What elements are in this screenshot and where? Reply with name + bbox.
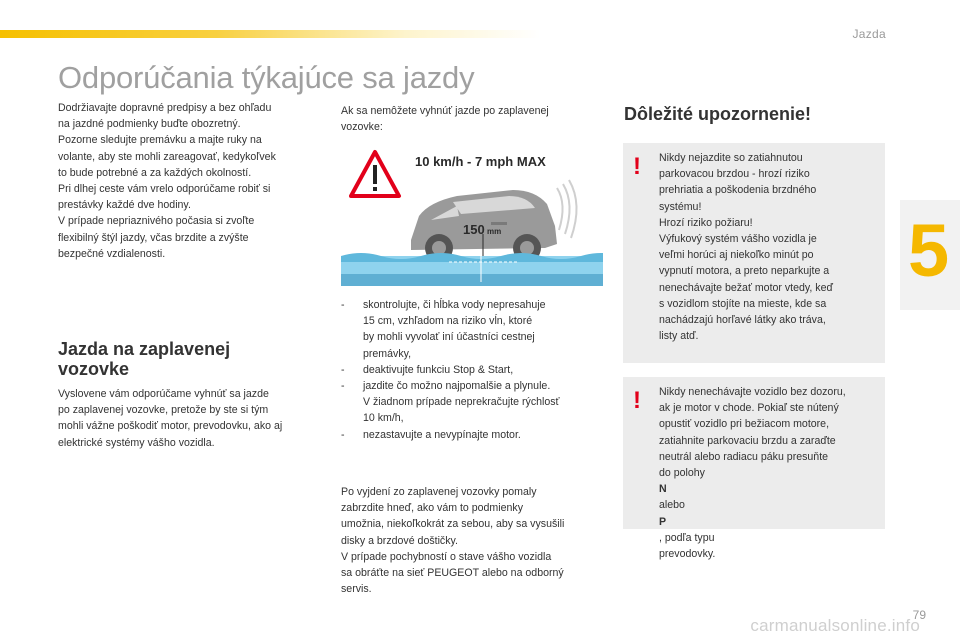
top-accent-bar: [0, 30, 540, 38]
list-item: - nezastavujte a nevypínajte motor.: [341, 428, 521, 441]
chapter-number: 5: [908, 209, 950, 292]
important-heading: Dôležité upozornenie!: [624, 104, 812, 124]
motion-lines: [557, 180, 577, 238]
warning-text: Nikdy nejazdite so zatiahnutou parkovacou brzdou - hrozí riziko prehriatia a poškodenia brzdného systému! Hrozí riziko požiaru! Výfukový systém vášho vozidla je veľmi horúci aj niekoľko minút po vypnutí motora, a preto neparkujte a nenechávajte bežať motor vtedy, keď s vozidlom stojíte na mieste, kde sa nachádzajú horľavé látky ako tráva, listy atď.: [659, 152, 833, 343]
section-label: Jazda: [852, 27, 886, 41]
watermark: carmanualsonline.info: [750, 616, 920, 635]
flood-lead: Ak sa nemôžete vyhnúť jazde po zaplavenej vozovke:: [341, 105, 549, 134]
depth-value: 150: [463, 222, 485, 237]
speed-limit-label: 10 km/h - 7 mph MAX: [415, 154, 546, 169]
list-item: - jazdite čo možno najpomalšie a plynule. V žiadnom prípade neprekračujte rýchlosť 10 km/h,: [341, 380, 560, 425]
flood-bullet-list: [341, 297, 611, 443]
list-item: - skontrolujte, či hĺbka vody nepresahuje 15 cm, vzhľadom na riziko vĺn, ktoré by mohli vyvolať iní účastníci cestnej premávky,: [341, 299, 546, 360]
page-title: Odporúčania týkajúce sa jazdy: [58, 60, 475, 95]
warning-triangle-icon: [351, 152, 399, 196]
flood-illustration: [341, 144, 603, 286]
depth-unit: mm: [487, 227, 502, 236]
warning-box-unattended: [623, 377, 885, 561]
warning-text: Nikdy nenechávajte vozidlo bez dozoru, ak je motor v chode. Pokiaľ ste nútený opustiť vozidlo pri bežiacom motore, zatiahnite parkovaciu brzdu a zaraďte neutrál alebo radiacu páku presuňte do polohy N alebo P , podľa typu prevodovky.: [659, 386, 846, 561]
after-flood-paragraph: Po vyjdení zo zaplavenej vozovky pomaly zabrzdite hneď, ako vám to podmienky umožnia, niekoľkokrát za sebou, aby sa vysušili disky a brzdové doštičky. V prípade pochybností o stave vášho vozidla sa obráťte na sieť PEUGEOT alebo na odborný servis.: [341, 486, 565, 596]
warning-box-parking-brake: [623, 143, 885, 363]
page-number: 79: [912, 608, 926, 622]
flood-heading: Jazda na zaplavenej vozovke: [58, 339, 231, 379]
list-item: - deaktivujte funkciu Stop & Start,: [341, 363, 514, 376]
exclamation-icon: !: [633, 153, 641, 180]
flood-paragraph: Vyslovene vám odporúčame vyhnúť sa jazde po zaplavenej vozovke, pretože by ste si tým mohli vážne poškodiť motor, prevodovku, ako aj elektrické systémy vášho vozidla.: [58, 388, 283, 449]
flood-car-svg: [341, 144, 603, 286]
exclamation-icon: !: [633, 387, 641, 414]
intro-paragraph: Dodržiavajte dopravné predpisy a bez ohľadu na jazdné podmienky buďte obozretný. Pozorne sledujte premávku a majte ruky na volante, aby ste mohli zareagovať, kedykoľvek to bude potrebné a za každých okolností. Pri dlhej ceste vám vrelo odporúčame robiť si prestávky každé dve hodiny. V prípade nepriaznivého počasia si zvoľte flexibilný štýl jazdy, včas brzdite a zvýšte bezpečné vzdialenosti.: [58, 102, 276, 260]
chapter-tab: [900, 200, 960, 310]
